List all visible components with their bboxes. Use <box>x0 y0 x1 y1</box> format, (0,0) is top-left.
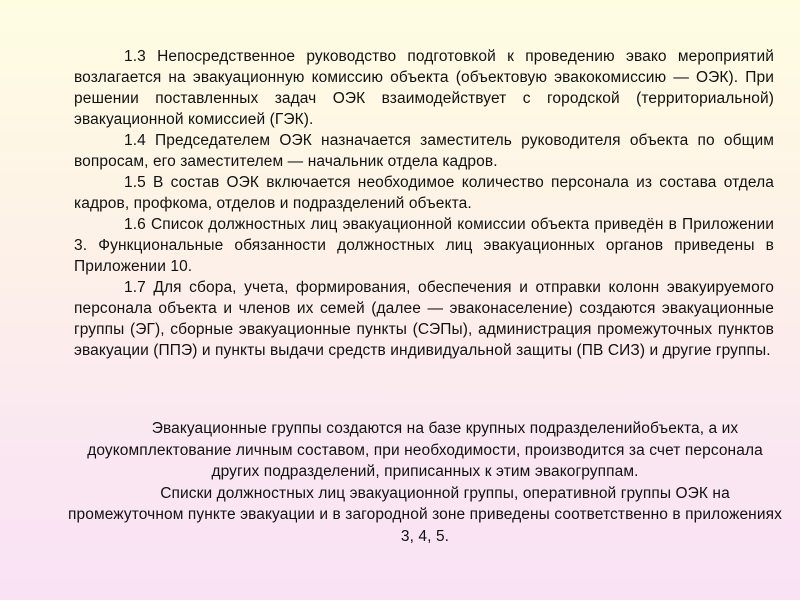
paragraph-1-7: 1.7 Для сбора, учета, формирования, обеспечения и отправки колонн эвакуируемого персонала объекта и членов их семей (далее — эваконаселение) создаются эвакуационные группы (ЭГ), сборные эвакуационные пункты (СЭПы), администрация промежуточных пунктов эвакуации (ППЭ) и пункты выдачи средств индивидуальной защиты (ПВ СИЗ) и другие группы. <box>74 279 774 359</box>
paragraph-evac-groups: Эвакуационные группы создаются на базе крупных подразделенийобъекта, а их доукомплектование личным составом, при необходимости, производится за счет персонала других подразделений, приписанных к этим эвакогруппам. <box>87 420 763 480</box>
paragraph-lists: Списки должностных лиц эвакуационной группы, оперативной группы ОЭК на промежуточном пункте эвакуации и в загородной зоне приведены соответственно в приложениях 3, 4, 5. <box>68 484 782 545</box>
main-text-block <box>74 46 774 361</box>
paragraph-1-4: 1.4 Председателем ОЭК назначается заместитель руководителя объекта по общим вопросам, его заместителем — начальник отдела кадров. <box>74 132 774 170</box>
paragraph-1-6: 1.6 Список должностных лиц эвакуационной комиссии объекта приведён в Приложении 3. Функциональные обязанности должностных лиц эвакуационных органов приведены в Приложении 10. <box>74 216 774 275</box>
centered-text-block <box>64 418 786 547</box>
paragraph-1-5: 1.5 В состав ОЭК включается необходимое количество персонала из состава отдела кадров, профкома, отделов и подразделений объекта. <box>74 174 774 212</box>
paragraph-1-3: 1.3 Непосредственное руководство подготовкой к проведению эвако мероприятий возлагается на эвакуационную комиссию объекта (объектовую эвакокомиссию — ОЭК). При решении поставленных задач ОЭК взаимодействует с городской (территориальной) эвакуационной комиссией (ГЭК). <box>74 48 774 128</box>
